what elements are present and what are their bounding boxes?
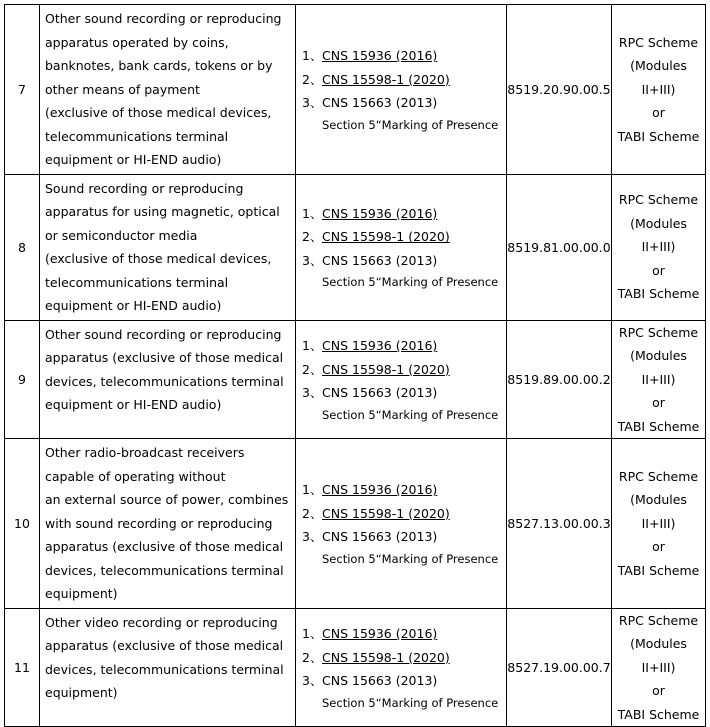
scheme-line: RPC Scheme — [618, 192, 699, 208]
description-line: other means of payment — [45, 81, 200, 97]
scheme-cell — [612, 174, 706, 320]
scheme-line: (Modules II+III) — [630, 348, 687, 387]
description-line: devices, telecommunications terminal — [45, 562, 284, 578]
description-line: apparatus (exclusive of those medical — [45, 539, 284, 554]
tariff-code: 8519.89.00.00.2 — [507, 320, 612, 439]
scheme-line: (Modules II+III) — [630, 58, 687, 97]
description-line: apparatus (exclusive of those medical — [45, 350, 284, 365]
scheme-cell — [612, 5, 706, 175]
standard-note: Section 5“Marking of Presence — [322, 407, 499, 422]
scheme-line: or — [652, 395, 665, 410]
scheme-line: (Modules II+III) — [630, 215, 687, 255]
scheme-line: RPC Scheme — [618, 324, 699, 340]
standard-link[interactable]: CNS 15598-1 (2020) — [322, 505, 450, 521]
standards-cell — [296, 320, 507, 439]
standard-index: 2、 — [302, 505, 323, 521]
product-table-body — [5, 5, 706, 727]
standard-index: 2、 — [302, 649, 323, 665]
product-description — [40, 439, 296, 609]
scheme-line: or — [652, 262, 665, 278]
description-line: or semiconductor media — [45, 227, 198, 243]
description-line: apparatus operated by coins, — [45, 34, 229, 50]
description-line: Other radio-broadcast receivers — [45, 445, 245, 460]
standard-link[interactable]: CNS 15936 (2016) — [322, 482, 438, 497]
scheme-line: TABI Scheme — [617, 418, 700, 434]
product-description — [40, 5, 296, 175]
standard-note: Section 5“Marking of Presence — [322, 551, 499, 566]
standard-index: 1、 — [302, 626, 323, 641]
description-line: telecommunications terminal — [45, 128, 229, 144]
standard-text: CNS 15663 (2013) — [322, 252, 438, 268]
standard-index: 3、 — [302, 252, 323, 268]
standards-cell — [296, 5, 507, 175]
standard-index: 2、 — [302, 361, 323, 377]
table-row — [5, 608, 706, 727]
product-description — [40, 174, 296, 320]
standard-index: 3、 — [302, 95, 323, 110]
standard-text: CNS 15663 (2013) — [322, 95, 438, 110]
description-line: Other sound recording or reproducing — [45, 11, 282, 26]
standard-note: Section 5“Marking of Presence — [322, 695, 499, 710]
item-number: 11 — [5, 608, 40, 727]
scheme-line: TABI Scheme — [617, 562, 700, 578]
scheme-line: or — [652, 683, 665, 698]
scheme-line: TABI Scheme — [617, 286, 700, 302]
table-row — [5, 174, 706, 320]
description-line: Other sound recording or reproducing — [45, 326, 282, 342]
table-row — [5, 320, 706, 439]
item-number: 7 — [5, 5, 40, 175]
standard-link[interactable]: CNS 15936 (2016) — [322, 626, 438, 641]
product-description — [40, 320, 296, 439]
description-line: an external source of power, combines — [45, 492, 289, 507]
standard-link[interactable]: CNS 15598-1 (2020) — [322, 229, 450, 245]
standard-note: Section 5“Marking of Presence — [322, 117, 499, 132]
table-row — [5, 439, 706, 609]
description-line: equipment or HI-END audio) — [45, 298, 222, 313]
tariff-code: 8519.20.90.00.5 — [507, 5, 612, 175]
standard-index: 1、 — [302, 482, 323, 497]
description-line: Other video recording or reproducing — [45, 614, 278, 630]
description-line: equipment or HI-END audio) — [45, 397, 222, 412]
item-number: 9 — [5, 320, 40, 439]
standard-index: 3、 — [302, 529, 323, 544]
scheme-line: RPC Scheme — [618, 468, 699, 484]
standard-text: CNS 15663 (2013) — [322, 385, 438, 400]
description-line: devices, telecommunications terminal — [45, 661, 284, 677]
standard-text: CNS 15663 (2013) — [322, 529, 438, 544]
standard-link[interactable]: CNS 15598-1 (2020) — [322, 71, 450, 87]
standard-index: 2、 — [302, 229, 323, 245]
scheme-cell — [612, 320, 706, 439]
standard-index: 3、 — [302, 385, 323, 400]
standards-cell — [296, 439, 507, 609]
description-line: apparatus for using magnetic, optical — [45, 204, 280, 219]
standards-cell — [296, 174, 507, 320]
description-line: equipment or HI-END audio) — [45, 152, 222, 167]
scheme-line: or — [652, 105, 665, 120]
standard-index: 1、 — [302, 48, 323, 63]
tariff-code: 8527.19.00.00.7 — [507, 608, 612, 727]
standard-index: 3、 — [302, 673, 323, 688]
tariff-code: 8519.81.00.00.0 — [507, 174, 612, 320]
product-description — [40, 608, 296, 727]
standard-link[interactable]: CNS 15598-1 (2020) — [322, 361, 450, 377]
tariff-code: 8527.13.00.00.3 — [507, 439, 612, 609]
standard-link[interactable]: CNS 15598-1 (2020) — [322, 649, 450, 665]
standard-link[interactable]: CNS 15936 (2016) — [322, 48, 438, 63]
standard-link[interactable]: CNS 15936 (2016) — [322, 338, 438, 353]
description-line: banknotes, bank cards, tokens or by — [45, 58, 273, 73]
description-line: devices, telecommunications terminal — [45, 373, 284, 389]
standard-link[interactable]: CNS 15936 (2016) — [322, 205, 438, 221]
scheme-line: TABI Scheme — [617, 706, 700, 722]
description-line: (exclusive of those medical devices, — [45, 105, 272, 120]
description-line: equipment) — [45, 586, 118, 601]
standard-index: 1、 — [302, 205, 323, 221]
description-line: apparatus (exclusive of those medical — [45, 638, 284, 653]
standard-note: Section 5“Marking of Presence — [322, 275, 499, 290]
scheme-line: RPC Scheme — [618, 612, 699, 628]
table-row — [5, 5, 706, 175]
scheme-line: (Modules II+III) — [630, 636, 687, 675]
description-line: Sound recording or reproducing — [45, 180, 244, 196]
description-line: equipment) — [45, 685, 118, 700]
scheme-line: TABI Scheme — [617, 128, 700, 144]
scheme-line: (Modules II+III) — [630, 492, 687, 531]
scheme-cell — [612, 439, 706, 609]
product-table — [4, 4, 706, 727]
scheme-line: RPC Scheme — [618, 34, 699, 50]
description-line: telecommunications terminal — [45, 274, 229, 290]
standard-text: CNS 15663 (2013) — [322, 673, 438, 688]
standard-index: 1、 — [302, 338, 323, 353]
description-line: with sound recording or reproducing — [45, 515, 273, 531]
scheme-line: or — [652, 539, 665, 554]
item-number: 8 — [5, 174, 40, 320]
description-line: capable of operating without — [45, 468, 226, 484]
description-line: (exclusive of those medical devices, — [45, 251, 272, 266]
standards-cell — [296, 608, 507, 727]
scheme-cell — [612, 608, 706, 727]
standard-index: 2、 — [302, 71, 323, 87]
item-number: 10 — [5, 439, 40, 609]
